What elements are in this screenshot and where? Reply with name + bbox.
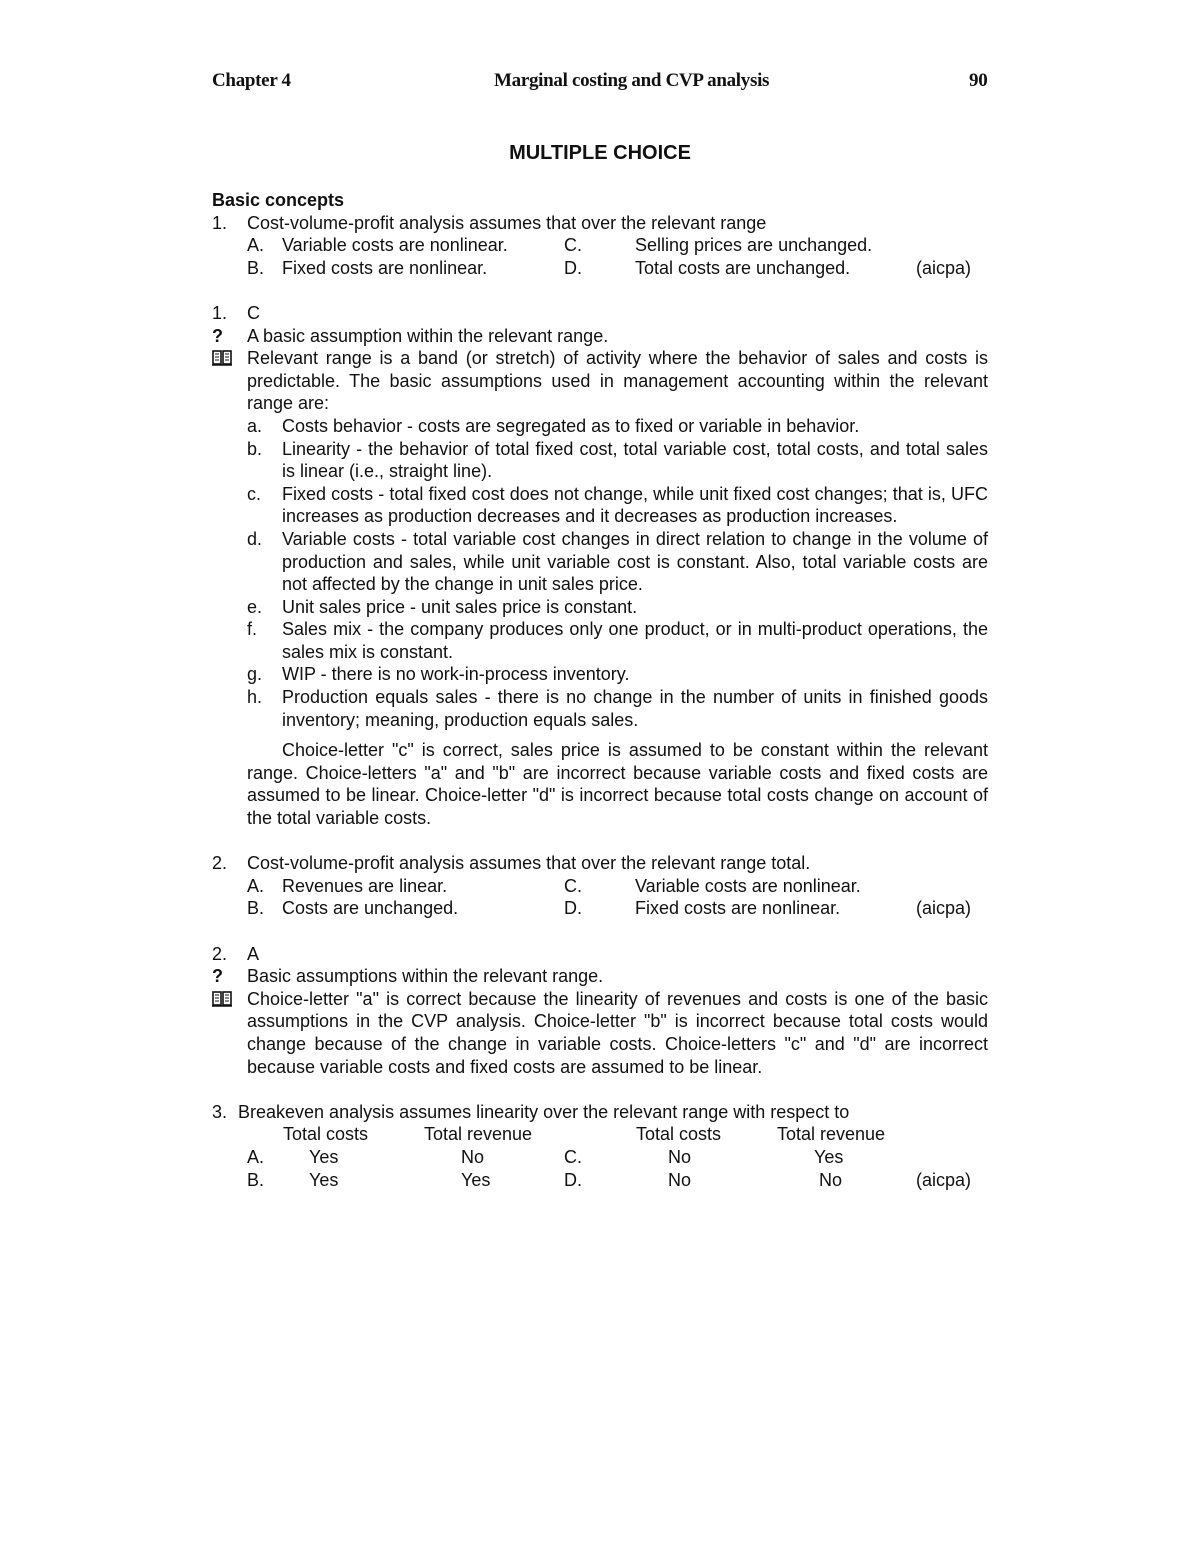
table-cell: Yes: [309, 1169, 339, 1190]
option-letter: C.: [564, 875, 582, 896]
hint-row: [212, 965, 988, 988]
hint-text: Basic assumptions within the relevant range.: [247, 966, 604, 987]
option-letter: A.: [247, 235, 265, 256]
assumption-letter: g.: [247, 664, 263, 685]
source-label: (aicpa): [916, 1169, 972, 1190]
question-mark-icon: ?: [212, 966, 223, 987]
assumption-text: Production equals sales - there is no change in the number of units in finished goods inventory; meaning, production equals sales.: [282, 687, 988, 730]
option-text: Total costs are unchanged.: [635, 257, 851, 278]
option-text: Selling prices are unchanged.: [635, 235, 873, 256]
assumption-text: Unit sales price - unit sales price is constant.: [282, 596, 638, 617]
option-letter: D.: [564, 1169, 582, 1190]
options-row: [212, 897, 988, 920]
question-text: Breakeven analysis assumes linearity over the relevant range with respect to: [238, 1101, 850, 1122]
assumption-text: Sales mix - the company produces only one product, or in multi-product operations, the sales mix is constant.: [282, 619, 988, 662]
content: [212, 189, 988, 1191]
options-row: [212, 257, 988, 280]
answer-number: 2.: [212, 943, 228, 964]
assumption-letter: e.: [247, 596, 263, 617]
question-2: [212, 852, 988, 875]
assumption-text: WIP - there is no work-in-process inventory.: [282, 664, 630, 685]
option-text: Variable costs are nonlinear.: [635, 875, 861, 896]
options-row: [212, 234, 988, 257]
header-page-number: 90: [969, 70, 988, 91]
assumption-item: [212, 618, 988, 663]
option-text: Fixed costs are nonlinear.: [635, 898, 841, 919]
source-label: (aicpa): [916, 257, 972, 278]
explanation-row: [212, 988, 988, 1078]
option-text: Costs are unchanged.: [282, 898, 459, 919]
column-header: Total revenue: [777, 1124, 886, 1145]
conclusion-text: Choice-letter "c" is correct, sales price is assumed to be constant within the relevant range. Choice-letters "a" and "b" are incorrect because variable costs and fixed costs are assumed to be linear. Choice-letter "d" is incorrect because total costs change on account of the total variable costs.: [247, 740, 988, 829]
open-book-icon: [212, 350, 232, 366]
explanation-row: [212, 347, 988, 415]
header-chapter: Chapter 4: [212, 70, 291, 91]
assumption-item: [212, 663, 988, 686]
assumption-item: [212, 438, 988, 483]
table-cell: Yes: [461, 1169, 491, 1190]
options-row: [212, 875, 988, 898]
assumption-letter: c.: [247, 483, 262, 504]
table-row: [212, 1169, 988, 1192]
question-number: 2.: [212, 853, 228, 874]
assumption-letter: f.: [247, 619, 258, 640]
explanation-text: Choice-letter "a" is correct because the linearity of revenues and costs is one of the basic assumptions in the CVP analysis. Choice-letter "b" is incorrect because total costs would change because of the change in variable costs. Choice-letters "c" and "d" are incorrect because variable costs and fixed costs are assumed to be linear.: [247, 988, 988, 1077]
assumption-item: [212, 528, 988, 596]
assumption-item: [212, 596, 988, 619]
answer-2: [212, 943, 988, 966]
question-text: Cost-volume-profit analysis assumes that over the relevant range total.: [247, 853, 811, 874]
question-text: Cost-volume-profit analysis assumes that over the relevant range: [247, 212, 767, 233]
option-letter: B.: [247, 257, 265, 278]
table-row: [212, 1146, 988, 1169]
open-book-icon: [212, 991, 232, 1007]
question-number: 3.: [212, 1101, 228, 1122]
hint-text: A basic assumption within the relevant range.: [247, 325, 609, 346]
answer-letter: C: [247, 302, 260, 323]
column-header: Total revenue: [424, 1124, 533, 1145]
answer-letter: A: [247, 943, 260, 964]
assumption-letter: a.: [247, 415, 263, 436]
source-label: (aicpa): [916, 898, 972, 919]
question-1: [212, 212, 988, 235]
assumption-item: [212, 686, 988, 731]
option-letter: A.: [247, 1146, 265, 1167]
table-header-row: [212, 1123, 988, 1146]
answer-number: 1.: [212, 302, 228, 323]
section-heading: Basic concepts: [212, 190, 345, 210]
option-text: Fixed costs are nonlinear.: [282, 257, 488, 278]
option-letter: B.: [247, 1169, 265, 1190]
question-number: 1.: [212, 212, 228, 233]
assumption-text: Costs behavior - costs are segregated as to fixed or variable in behavior.: [282, 415, 860, 436]
option-text: Revenues are linear.: [282, 875, 448, 896]
assumption-item: [212, 415, 988, 438]
option-text: Variable costs are nonlinear.: [282, 235, 508, 256]
page-title: MULTIPLE CHOICE: [509, 142, 691, 164]
conclusion-row: [212, 739, 988, 829]
table-cell: No: [668, 1146, 692, 1167]
question-3: [212, 1101, 988, 1124]
option-letter: D.: [564, 898, 582, 919]
hint-row: [212, 325, 988, 348]
assumption-item: [212, 483, 988, 528]
header-topic: Marginal costing and CVP analysis: [494, 70, 770, 91]
question-mark-icon: ?: [212, 325, 223, 346]
column-header: Total costs: [636, 1124, 722, 1145]
table-cell: No: [668, 1169, 692, 1190]
option-letter: A.: [247, 875, 265, 896]
option-letter: B.: [247, 898, 265, 919]
table-cell: Yes: [309, 1146, 339, 1167]
assumption-letter: b.: [247, 438, 263, 459]
assumption-text: Fixed costs - total fixed cost does not change, while unit fixed cost changes; that is, UFC increases as production decreases and it decreases as production increases.: [282, 483, 988, 527]
option-letter: C.: [564, 1146, 582, 1167]
column-header: Total costs: [283, 1124, 369, 1145]
table-cell: No: [819, 1169, 843, 1190]
table-cell: No: [461, 1146, 485, 1167]
table-cell: Yes: [814, 1146, 844, 1167]
assumption-letter: h.: [247, 687, 263, 708]
option-letter: C.: [564, 235, 582, 256]
assumption-text: Variable costs - total variable cost changes in direct relation to change in the volume of production and sales, while unit variable cost is constant. Also, total variable costs are not affected by the change in unit sales price.: [282, 528, 988, 595]
option-letter: D.: [564, 257, 582, 278]
explanation-text: Relevant range is a band (or stretch) of activity where the behavior of sales and costs is predictable. The basic assumptions used in management accounting within the relevant range are:: [247, 348, 988, 414]
assumption-text: Linearity - the behavior of total fixed cost, total variable cost, total costs, and total sales is linear (i.e., straight line).: [282, 438, 988, 482]
assumption-letter: d.: [247, 528, 263, 549]
answer-1: [212, 302, 988, 325]
